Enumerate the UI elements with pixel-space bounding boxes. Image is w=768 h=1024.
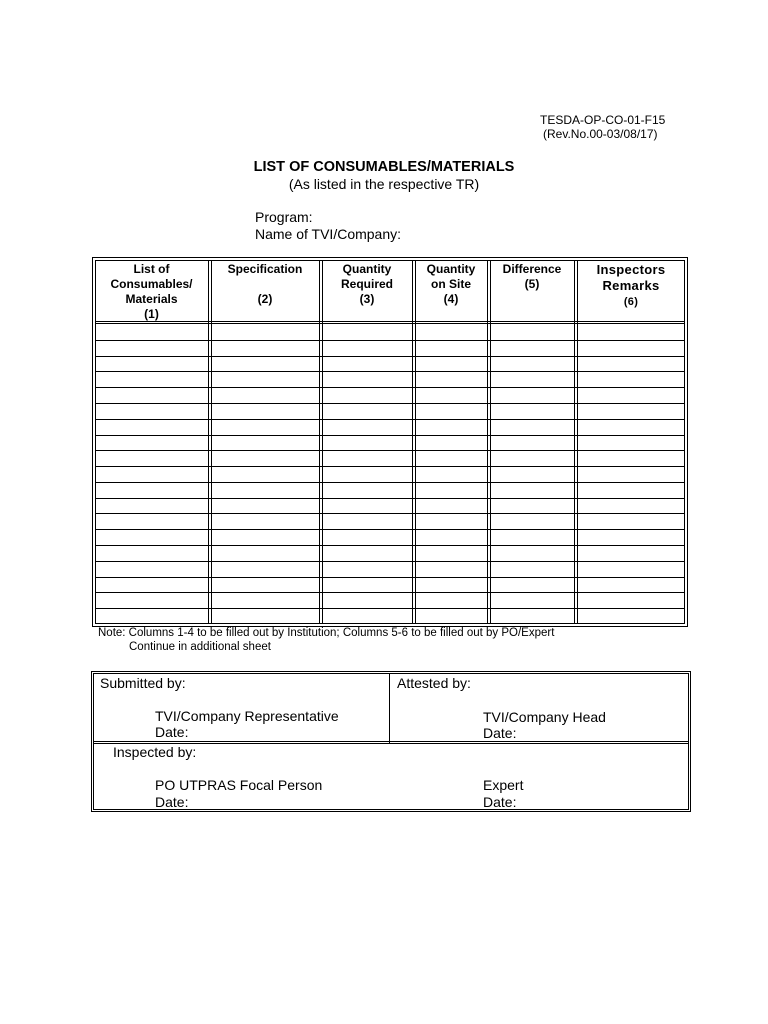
column-header-quantity-required bbox=[322, 262, 412, 307]
table-row-divider bbox=[95, 529, 685, 530]
table-row-divider bbox=[95, 498, 685, 499]
table-row-divider bbox=[95, 592, 685, 593]
signature-column-divider bbox=[389, 673, 390, 743]
table-row-divider bbox=[95, 561, 685, 562]
table-row-divider bbox=[95, 545, 685, 546]
table-row-divider bbox=[95, 340, 685, 341]
attested-by-label: Attested by: bbox=[397, 675, 471, 691]
company-name-label: Name of TVI/Company: bbox=[255, 226, 402, 242]
header-divider bbox=[95, 323, 685, 324]
program-label: Program: bbox=[255, 209, 313, 225]
table-row-divider bbox=[95, 482, 685, 483]
header-line: Consumables/ bbox=[110, 277, 193, 291]
revision-number: (Rev.No.00-03/08/17) bbox=[543, 127, 658, 141]
tvi-representative-label: TVI/Company Representative bbox=[155, 708, 339, 724]
column-divider bbox=[490, 260, 491, 624]
expert-date-label: Date: bbox=[483, 794, 517, 810]
column-header-difference bbox=[490, 262, 574, 292]
column-divider bbox=[211, 260, 212, 624]
form-code: TESDA-OP-CO-01-F15 bbox=[540, 113, 666, 127]
header-line: Materials bbox=[125, 292, 178, 306]
table-row-divider bbox=[95, 608, 685, 609]
header-line: List of bbox=[133, 262, 170, 276]
column-divider bbox=[577, 260, 578, 624]
signature-divider bbox=[93, 741, 689, 742]
inspected-by-label: Inspected by: bbox=[113, 744, 197, 760]
header-line: Quantity bbox=[426, 262, 476, 276]
expert-label: Expert bbox=[483, 777, 524, 793]
table-row-divider bbox=[95, 403, 685, 404]
page-subtitle: (As listed in the respective TR) bbox=[288, 176, 480, 192]
header-line bbox=[211, 277, 319, 292]
table-row-divider bbox=[95, 435, 685, 436]
submitted-date-label: Date: bbox=[155, 724, 189, 740]
column-divider bbox=[208, 260, 209, 624]
column-header-materials bbox=[95, 262, 208, 322]
note-text: Note: Columns 1-4 to be filled out by Institution; Columns 5-6 to be filled out by PO/Expert bbox=[98, 627, 555, 639]
header-line: Difference bbox=[502, 262, 562, 276]
page-title: LIST OF CONSUMABLES/MATERIALS bbox=[253, 159, 515, 175]
column-header-inspectors-remarks bbox=[577, 262, 685, 310]
header-line: Quantity bbox=[342, 262, 392, 276]
inspected-date-label: Date: bbox=[155, 794, 189, 810]
table-row-divider bbox=[95, 387, 685, 388]
header-line: on Site bbox=[430, 277, 471, 291]
header-divider bbox=[95, 321, 685, 322]
table-row-divider bbox=[95, 466, 685, 467]
header-line: Inspectors bbox=[596, 262, 666, 277]
column-divider bbox=[574, 260, 575, 624]
header-line: Specification bbox=[227, 262, 303, 276]
column-divider bbox=[319, 260, 320, 624]
column-header-quantity-on-site bbox=[415, 262, 487, 307]
header-line: (5) bbox=[524, 277, 540, 291]
po-focal-person-label: PO UTPRAS Focal Person bbox=[155, 777, 323, 793]
header-line: Remarks bbox=[602, 278, 660, 293]
column-divider bbox=[412, 260, 413, 624]
attested-date-label: Date: bbox=[483, 725, 517, 741]
column-divider bbox=[415, 260, 416, 624]
header-line: (4) bbox=[443, 292, 459, 306]
note-continue: Continue in additional sheet bbox=[129, 641, 271, 653]
header-line: (1) bbox=[144, 307, 159, 321]
header-line: (6) bbox=[623, 296, 639, 308]
header-line: (3) bbox=[359, 292, 375, 306]
table-row-divider bbox=[95, 577, 685, 578]
table-row-divider bbox=[95, 450, 685, 451]
table-row-divider bbox=[95, 356, 685, 357]
submitted-by-label: Submitted by: bbox=[100, 675, 186, 691]
tvi-head-label: TVI/Company Head bbox=[483, 709, 606, 725]
header-line: Required bbox=[340, 277, 393, 291]
column-header-specification bbox=[211, 262, 319, 307]
table-row-divider bbox=[95, 419, 685, 420]
table-row-divider bbox=[95, 513, 685, 514]
column-divider bbox=[487, 260, 488, 624]
header-line: (2) bbox=[257, 292, 273, 306]
table-row-divider bbox=[95, 371, 685, 372]
column-divider bbox=[322, 260, 323, 624]
